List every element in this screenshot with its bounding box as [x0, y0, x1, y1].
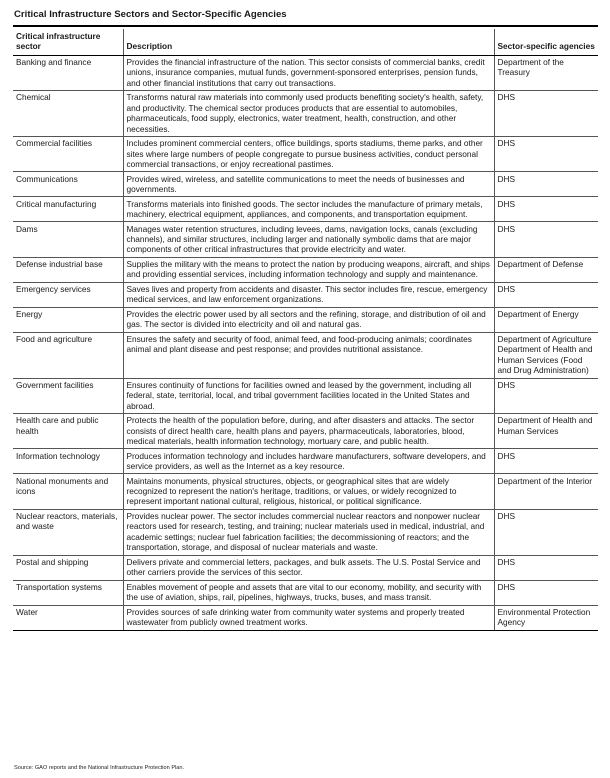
table-header-row — [13, 29, 598, 55]
cell-sector: Defense industrial base — [13, 257, 123, 282]
sectors-table — [13, 29, 598, 631]
table-row — [13, 172, 598, 197]
cell-agency: Department of Defense — [494, 257, 598, 282]
cell-sector: Postal and shipping — [13, 555, 123, 580]
cell-description: Transforms natural raw materials into commonly used products benefiting society's health, safety, and productivity. The chemical sector produces products that are essential to automobiles, pharmaceuticals, food supply, electronics, water treatment, health, construction, and other necessities. — [123, 91, 494, 137]
cell-sector: Nuclear reactors, materials, and waste — [13, 509, 123, 555]
cell-sector: Government facilities — [13, 378, 123, 413]
cell-description: Provides the financial infrastructure of the nation. This sector consists of commercial banks, credit unions, insurance companies, mutual funds, government-sponsored enterprises, pension funds, and other financial institutions that carry out transactions. — [123, 55, 494, 90]
table-row — [13, 307, 598, 332]
cell-agency: Department of the Interior — [494, 474, 598, 509]
cell-agency: Department of the Treasury — [494, 55, 598, 90]
table-row — [13, 55, 598, 90]
table-row — [13, 449, 598, 474]
table-row — [13, 414, 598, 449]
cell-agency: DHS — [494, 222, 598, 257]
table-row — [13, 282, 598, 307]
table-row — [13, 222, 598, 257]
cell-sector: Emergency services — [13, 282, 123, 307]
cell-agency: DHS — [494, 282, 598, 307]
table-row — [13, 257, 598, 282]
cell-sector: Health care and public health — [13, 414, 123, 449]
cell-agency: DHS — [494, 555, 598, 580]
table-row — [13, 474, 598, 509]
cell-agency: Department of Health and Human Services — [494, 414, 598, 449]
cell-sector: Water — [13, 605, 123, 630]
cell-description: Transforms materials into finished goods. The sector includes the manufacture of primary metals, machinery, electrical equipment, appliances, and components, and transportation equipment. — [123, 197, 494, 222]
column-header-agency: Sector-specific agencies — [494, 29, 598, 55]
table-row — [13, 137, 598, 172]
cell-description: Protects the health of the population before, during, and after disasters and attacks. The sector consists of direct health care, health plans and payers, pharmaceuticals, laboratories, blood, medical materials, health information technology, mortuary care, and public health. — [123, 414, 494, 449]
source-note: Source: GAO reports and the National Infrastructure Protection Plan. — [14, 765, 185, 771]
cell-description: Manages water retention structures, including levees, dams, navigation locks, canals (excluding channels), and similar structures, including larger and nationally symbolic dams that are major components of other critical infrastructures that provide electricity and water. — [123, 222, 494, 257]
cell-agency: DHS — [494, 378, 598, 413]
cell-agency: DHS — [494, 509, 598, 555]
cell-sector: National monuments and icons — [13, 474, 123, 509]
cell-description: Includes prominent commercial centers, office buildings, sports stadiums, theme parks, and other sites where large numbers of people congregate to pursue business activities, conduct personal commercial transactions, or enjoy recreational pastimes. — [123, 137, 494, 172]
cell-description: Provides the electric power used by all sectors and the refining, storage, and distribution of oil and gas. The sector is divided into electricity and oil and natural gas. — [123, 307, 494, 332]
cell-agency: DHS — [494, 449, 598, 474]
table-title: Critical Infrastructure Sectors and Sector-Specific Agencies — [14, 9, 287, 20]
table-row — [13, 332, 598, 378]
title-rule — [13, 25, 598, 27]
cell-agency: Department of Agriculture Department of Health and Human Services (Food and Drug Administration) — [494, 332, 598, 378]
cell-agency: Department of Energy — [494, 307, 598, 332]
table-row — [13, 555, 598, 580]
cell-sector: Commercial facilities — [13, 137, 123, 172]
column-header-description: Description — [123, 29, 494, 55]
table-row — [13, 91, 598, 137]
table-row — [13, 197, 598, 222]
cell-agency: DHS — [494, 172, 598, 197]
cell-description: Ensures continuity of functions for facilities owned and leased by the government, including all federal, state, territorial, local, and tribal government facilities located in the United States and abroad. — [123, 378, 494, 413]
cell-sector: Chemical — [13, 91, 123, 137]
cell-agency: DHS — [494, 197, 598, 222]
cell-description: Supplies the military with the means to protect the nation by producing weapons, aircraft, and ships and providing essential services, including information technology and supply and maintenance. — [123, 257, 494, 282]
cell-description: Maintains monuments, physical structures, objects, or geographical sites that are widely recognized to represent the nation's heritage, traditions, or values, or widely recognized to represent important national cultural, religious, historical, or political significance. — [123, 474, 494, 509]
cell-description: Produces information technology and includes hardware manufacturers, software developers, and service providers, as well as the Internet as a key resource. — [123, 449, 494, 474]
cell-sector: Dams — [13, 222, 123, 257]
table-row — [13, 378, 598, 413]
cell-sector: Energy — [13, 307, 123, 332]
cell-agency: DHS — [494, 580, 598, 605]
cell-description: Provides sources of safe drinking water from community water systems and properly treated wastewater from publicly owned treatment works. — [123, 605, 494, 630]
cell-sector: Critical manufacturing — [13, 197, 123, 222]
cell-description: Enables movement of people and assets that are vital to our economy, mobility, and security with the use of aviation, ships, rail, pipelines, highways, trucks, buses, and mass transit. — [123, 580, 494, 605]
cell-agency: DHS — [494, 91, 598, 137]
cell-sector: Communications — [13, 172, 123, 197]
table-row — [13, 580, 598, 605]
table-row — [13, 605, 598, 630]
cell-description: Saves lives and property from accidents and disaster. This sector includes fire, rescue, emergency medical services, and law enforcement organizations. — [123, 282, 494, 307]
cell-description: Delivers private and commercial letters, packages, and bulk assets. The U.S. Postal Service and other carriers provide the services of this sector. — [123, 555, 494, 580]
cell-sector: Transportation systems — [13, 580, 123, 605]
cell-agency: DHS — [494, 137, 598, 172]
cell-description: Provides nuclear power. The sector includes commercial nuclear reactors and nonpower nuclear reactors used for research, testing, and training; nuclear materials used in medical, industrial, and academic settings; nuclear fuel fabrication facilities; the decommissioning of reactors; and the transportation, storage, and disposal of nuclear materials and waste. — [123, 509, 494, 555]
column-header-sector: Critical infrastructure sector — [13, 29, 123, 55]
cell-sector: Information technology — [13, 449, 123, 474]
cell-description: Provides wired, wireless, and satellite communications to meet the needs of businesses and governments. — [123, 172, 494, 197]
cell-sector: Food and agriculture — [13, 332, 123, 378]
cell-description: Ensures the safety and security of food, animal feed, and food-producing animals; coordinates animal and plant disease and pest response; and provides nutritional assistance. — [123, 332, 494, 378]
cell-agency: Environmental Protection Agency — [494, 605, 598, 630]
cell-sector: Banking and finance — [13, 55, 123, 90]
table-row — [13, 509, 598, 555]
